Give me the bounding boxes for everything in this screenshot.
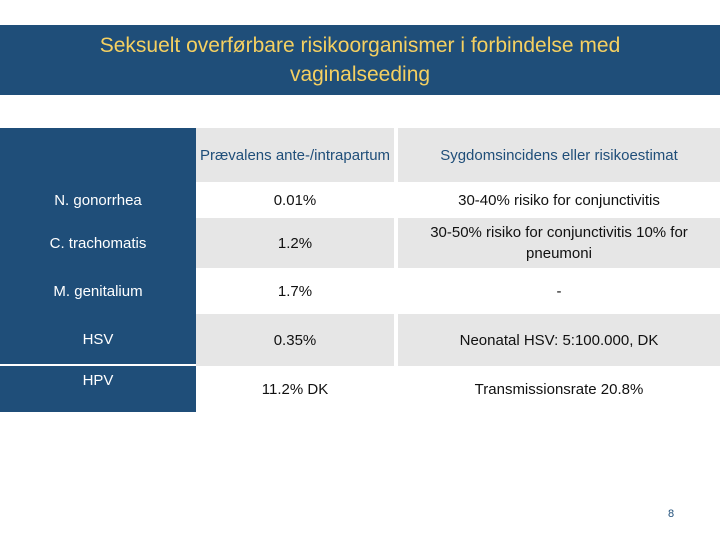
slide-title: Seksuelt overførbare risikoorganismer i forbindelse med vaginalseeding: [99, 34, 621, 86]
risk-cell: Transmissionsrate 20.8%: [398, 366, 720, 412]
organism-cell: C. trachomatis: [0, 218, 196, 268]
header-prevalence: Prævalens ante-/intrapartum: [196, 128, 398, 182]
prevalence-cell: 1.7%: [196, 268, 398, 314]
organism-cell: M. genitalium: [0, 268, 196, 314]
risk-cell: 30-50% risiko for conjunctivitis 10% for pneumoni: [398, 218, 720, 268]
prevalence-cell: 0.01%: [196, 182, 398, 218]
organism-cell: HPV: [0, 366, 196, 412]
prevalence-cell: 0.35%: [196, 314, 398, 366]
risk-cell: -: [398, 268, 720, 314]
risk-cell: Neonatal HSV: 5:100.000, DK: [398, 314, 720, 366]
prevalence-cell: 1.2%: [196, 218, 398, 268]
header-risk: Sygdomsincidens eller risikoestimat: [398, 128, 720, 182]
risk-cell: 30-40% risiko for conjunctivitis: [398, 182, 720, 218]
organism-cell: HSV: [0, 314, 196, 366]
organism-cell: N. gonorrhea: [0, 182, 196, 218]
prevalence-cell: 11.2% DK: [196, 366, 398, 412]
header-cell-empty: [0, 128, 196, 182]
page-number: 8: [668, 508, 675, 520]
